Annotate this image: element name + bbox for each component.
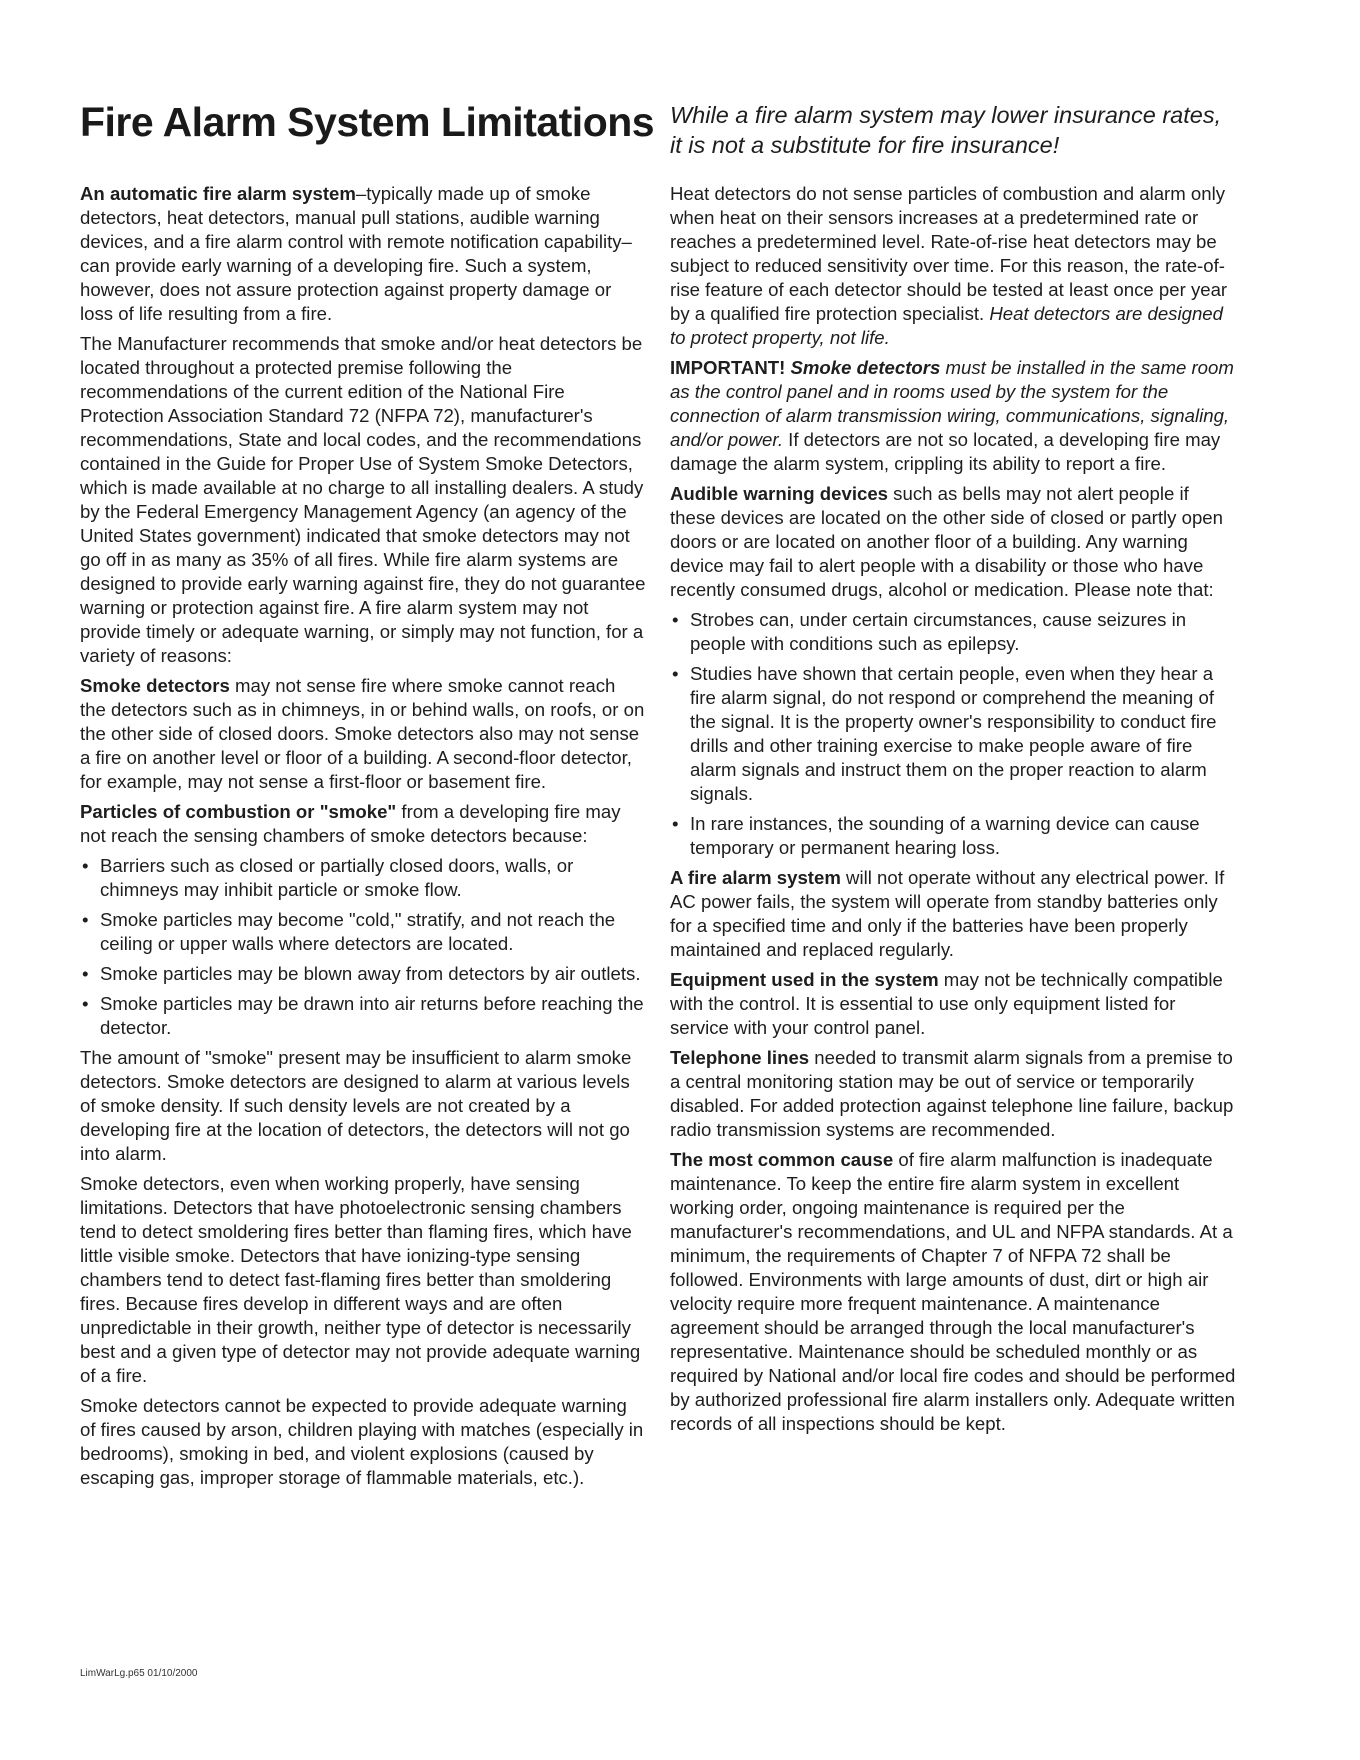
paragraph-automatic-system: An automatic fire alarm system–typically made up of smoke detectors, heat detectors, manual pull stations, audible warning devices, and a fire alarm control with remote notification capability–can provide early warning of a developing fire. Such a system, however, does not assure protection against property damage or loss of life resulting from a fire. <box>80 183 632 324</box>
list-item: • Strobes can, under certain circumstances, cause seizures in people with conditions such as epilepsy. <box>670 608 1236 656</box>
paragraph-manufacturer-recommendation: The Manufacturer recommends that smoke and/or heat detectors be located throughout a protected premise following the recommendations of the current edition of the National Fire Protection Association Standard 72 (NFPA 72), manufacturer's recommendations, State and local codes, and the recommendations contained in the Guide for Proper Use of System Smoke Detectors, which is made available at no charge to all installing dealers. A study by the Federal Emergency Management Agency (an agency of the United States government) indicated that smoke detectors may not go off in as many as 35% of all fires. While fire alarm systems are designed to provide early warning against fire, they do not guarantee warning or protection against fire. A fire alarm system may not provide timely or adequate warning, or simply may not function, for a variety of reasons: <box>80 333 646 666</box>
list-item: • Studies have shown that certain people, even when they hear a fire alarm signal, do not respond or comprehend the meaning of the signal. It is the property owner's responsibility to conduct fire drills and other training exercise to make people aware of fire alarm signals and instruct them on the proper reaction to alarm signals. <box>670 662 1236 806</box>
left-column <box>80 182 646 1496</box>
list-item: • Smoke particles may be blown away from detectors by air outlets. <box>80 962 646 986</box>
paragraph-telephone-lines: Telephone lines needed to transmit alarm signals from a premise to a central monitoring station may be out of service or temporarily disabled. For added protection against telephone line failure, backup radio transmission systems are recommended. <box>670 1047 1234 1140</box>
paragraph-electrical-power: A fire alarm system will not operate without any electrical power. If AC power fails, the system will operate from standby batteries only for a specified time and only if the batteries have been properly maintained and replaced regularly. <box>670 867 1225 960</box>
smoke-flow-bullet-list <box>80 854 646 1040</box>
paragraph-heat-detectors: Heat detectors do not sense particles of combustion and alarm only when heat on their sensors increases at a predetermined rate or reaches a predetermined level. Rate-of-rise heat detectors may be subject to reduced sensitivity over time. For this reason, the rate-of-rise feature of each detector should be tested at least once per year by a qualified fire protection specialist. Heat detectors are designed to protect property, not life. <box>670 183 1228 348</box>
paragraph-important: IMPORTANT! Smoke detectors must be installed in the same room as the control panel and in rooms used by the system for the connection of alarm transmission wiring, communications, signaling, and/or power. If detectors are not so located, a developing fire may damage the alarm system, crippling its ability to report a fire. <box>670 357 1234 474</box>
file-footer: LimWarLg.p65 01/10/2000 <box>80 1668 198 1679</box>
paragraph-sensing-limitations: Smoke detectors, even when working properly, have sensing limitations. Detectors that have photoelectronic sensing chambers tend to detect smoldering fires better than flaming fires, which have little visible smoke. Detectors that have ionizing-type sensing chambers tend to detect fast-flaming fires better than smoldering fires. Because fires develop in different ways and are often unpredictable in their growth, neither type of detector is necessarily best and a given type of detector may not provide adequate warning of a fire. <box>80 1173 641 1386</box>
paragraph-equipment-compatibility: Equipment used in the system may not be technically compatible with the control. It is essential to use only equipment listed for service with your control panel. <box>670 969 1223 1038</box>
list-item: • Smoke particles may become "cold," stratify, and not reach the ceiling or upper walls where detectors are located. <box>80 908 646 956</box>
warning-device-bullet-list <box>670 608 1236 860</box>
page-title: Fire Alarm System Limitations <box>80 99 655 145</box>
right-column <box>670 182 1236 1442</box>
paragraph-smoke-detectors: Smoke detectors may not sense fire where smoke cannot reach the detectors such as in chimneys, in or behind walls, on roofs, or on the other side of closed doors. Smoke detectors also may not sense a fire on another level or floor of a building. A second-floor detector, for example, may not sense a first-floor or basement fire. <box>80 675 645 792</box>
paragraph-smoke-amount: The amount of "smoke" present may be insufficient to alarm smoke detectors. Smoke detectors are designed to alarm at various levels of smoke density. If such density levels are not created by a developing fire at the location of detectors, the detectors will not go into alarm. <box>80 1047 632 1164</box>
list-item: • In rare instances, the sounding of a warning device can cause temporary or permanent hearing loss. <box>670 812 1236 860</box>
paragraph-maintenance: The most common cause of fire alarm malfunction is inadequate maintenance. To keep the entire fire alarm system in excellent working order, ongoing maintenance is required per the manufacturer's recommendations, and UL and NFPA standards. At a minimum, the requirements of Chapter 7 of NFPA 72 shall be followed. Environments with large amounts of dust, dirt or high air velocity require more frequent maintenance. A maintenance agreement should be arranged through the local manufacturer's representative. Maintenance should be scheduled monthly or as required by National and/or local fire codes and should be performed by authorized professional fire alarm installers only. Adequate written records of all inspections should be kept. <box>670 1149 1236 1434</box>
paragraph-audible-warning-devices: Audible warning devices such as bells may not alert people if these devices are located on the other side of closed or partly open doors or are located on another floor of a building. Any warning device may fail to alert people with a disability or those who have recently consumed drugs, alcohol or medication. Please note that: <box>670 483 1223 600</box>
list-item: • Barriers such as closed or partially closed doors, walls, or chimneys may inhibit particle or smoke flow. <box>80 854 646 902</box>
paragraph-arson-explosions: Smoke detectors cannot be expected to provide adequate warning of fires caused by arson, children playing with matches (especially in bedrooms), smoking in bed, and violent explosions (caused by escaping gas, improper storage of flammable materials, etc.). <box>80 1395 644 1488</box>
paragraph-particles-of-combustion: Particles of combustion or "smoke" from a developing fire may not reach the sensing chambers of smoke detectors because: <box>80 801 621 846</box>
list-item: • Smoke particles may be drawn into air returns before reaching the detector. <box>80 992 646 1040</box>
insurance-tagline: While a fire alarm system may lower insurance rates, it is not a substitute for fire insurance! <box>670 102 1222 158</box>
